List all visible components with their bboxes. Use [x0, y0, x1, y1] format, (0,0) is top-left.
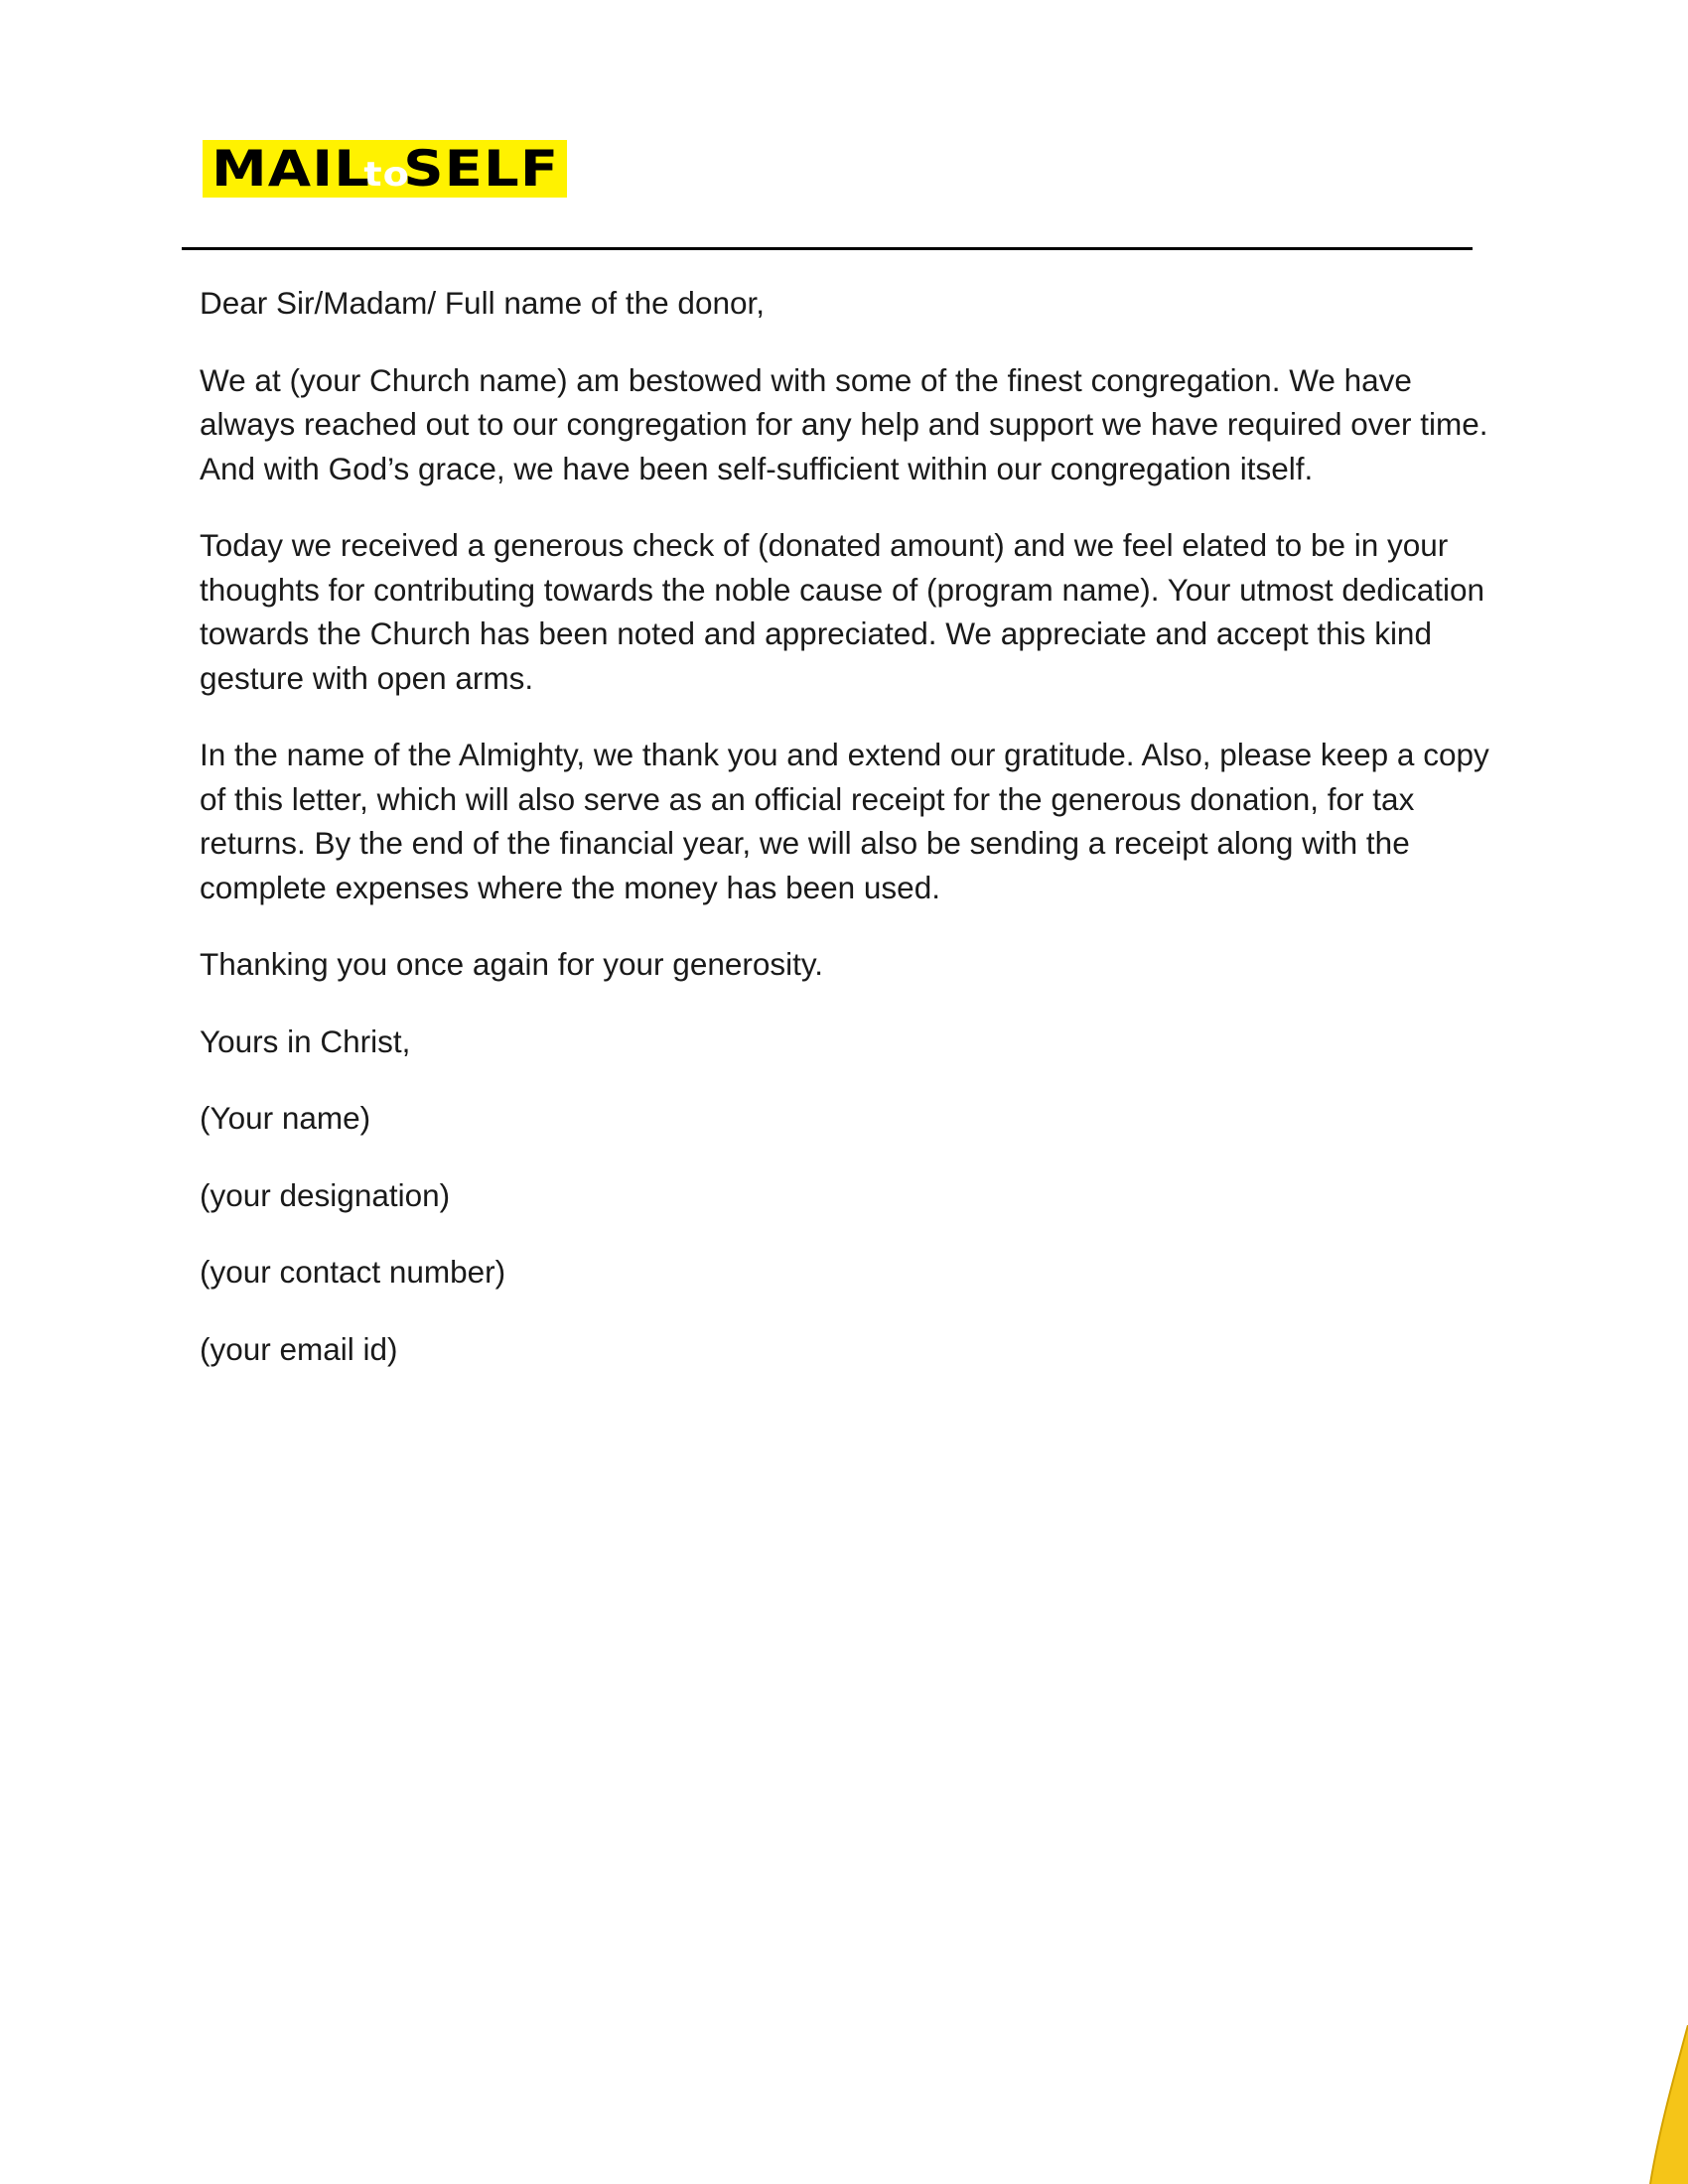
signer-designation: (your designation) [200, 1176, 451, 1213]
corner-decoration [1648, 2025, 1688, 2184]
signer-name: (Your name) [200, 1100, 371, 1136]
paragraph-intro: We at (your Church name) am bestowed with some of the finest congregation. We have always reached out to our congregation for any help and support we have required over time. And with God’s grace, we have been self-sufficient within our congregation itself. [200, 361, 1488, 486]
logo-word-mail: MAIL [211, 140, 371, 198]
logo-wordmark [203, 140, 560, 198]
paragraph-donation: Today we received a generous check of (donated amount) and we feel elated to be in your thoughts for contributing towards the noble cause of (program name). Your utmost dedication towards the Church has been noted and appreciated. We appreciate and accept this kind gesture with open arms. [200, 527, 1485, 696]
logo-word-to: to [363, 155, 410, 195]
logo-word-self: SELF [403, 140, 560, 198]
salutation: Dear Sir/Madam/ Full name of the donor, [200, 285, 766, 321]
mailtoself-logo [203, 140, 567, 198]
letter-body [200, 281, 1490, 1404]
signer-contact: (your contact number) [200, 1254, 506, 1290]
header-divider [182, 247, 1473, 250]
closing-line: Yours in Christ, [200, 1023, 411, 1059]
paragraph-gratitude: In the name of the Almighty, we thank you and extend our gratitude. Also, please keep a copy of this letter, which will also serve as an official receipt for the generous donation, for tax returns. By the end of the financial year, we will also be sending a receipt along with the complete expenses where the money has been used. [200, 737, 1489, 905]
signer-email: (your email id) [200, 1330, 398, 1367]
thanks-line: Thanking you once again for your generosity. [200, 946, 824, 982]
